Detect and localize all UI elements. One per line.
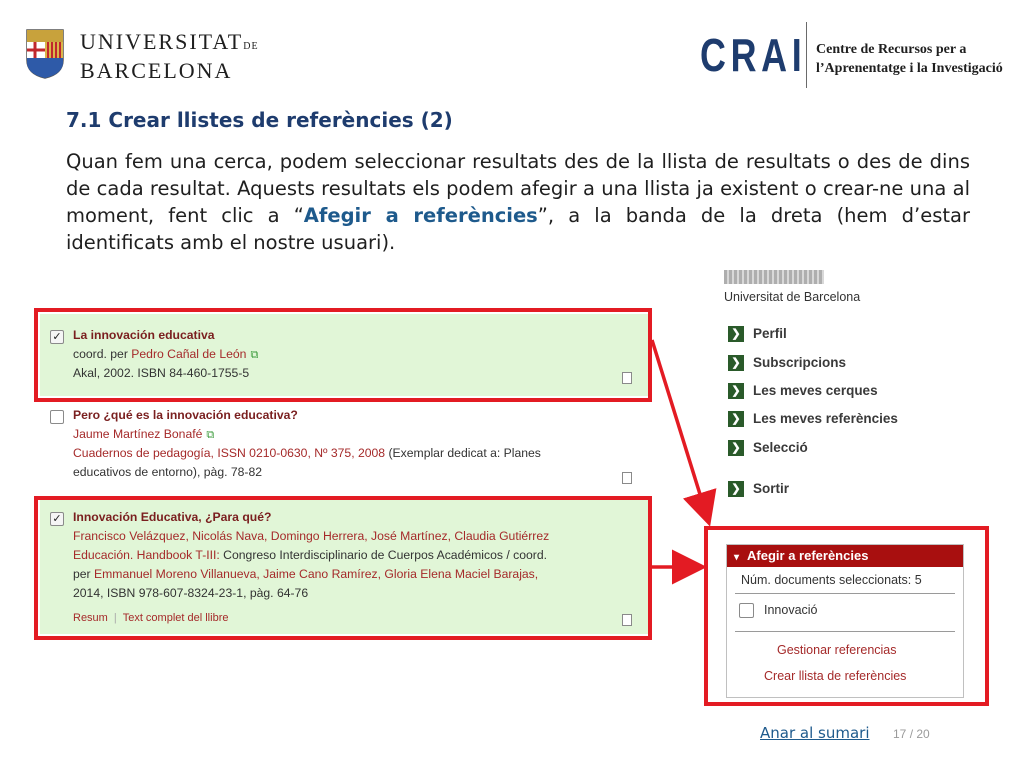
user-name-redacted	[724, 270, 824, 284]
intro-text-end: ”, a la banda de la dreta (hem d’estar identificats amb el nostre usuari).	[66, 204, 970, 254]
arrow-to-widget-1	[652, 340, 708, 520]
related-link-icon[interactable]: ⧉	[250, 349, 259, 361]
menu-item-label: Selecció	[753, 440, 808, 455]
menu-item-selection[interactable]	[728, 440, 808, 458]
chevron-right-icon: ❯	[728, 440, 744, 456]
university-name-de: DE	[243, 41, 259, 52]
result-publication-detail: (Exemplar dedicat a: Planes	[385, 446, 541, 460]
result-author-link[interactable]: Francisco Velázquez, Nicolás Nava, Domingo Herrera, José Martínez, Claudia Gutiérrez	[73, 529, 550, 543]
result-title-2[interactable]: Pero ¿qué es la innovación educativa?	[73, 408, 298, 422]
add-to-references-widget	[726, 544, 964, 698]
result-author-link[interactable]: Jaume Martínez Bonafé	[73, 427, 203, 441]
abstract-link[interactable]: Resum	[73, 612, 108, 624]
result-checkbox-3[interactable]: ✓	[50, 512, 64, 526]
chevron-right-icon: ❯	[728, 411, 744, 427]
result-publication-detail: Congreso Interdisciplinario de Cuerpos Académicos / coord.	[219, 548, 547, 562]
result-isbn-3: 2014, ISBN 978-607-8324-23-1, pàg. 64-76	[73, 586, 309, 600]
list-checkbox-innovacio[interactable]	[739, 603, 754, 618]
crai-subtitle-line1: Centre de Recursos per a	[816, 42, 967, 57]
divider	[735, 631, 955, 632]
result-publication-1: Akal, 2002. ISBN 84-460-1755-5	[73, 366, 250, 380]
chevron-right-icon: ❯	[728, 355, 744, 371]
university-name-line2: BARCELONA	[80, 58, 233, 83]
crai-subtitle-line2: l’Aprenentatge i la Investigació	[816, 61, 1003, 76]
selected-documents-count: Núm. documents seleccionats: 5	[741, 573, 922, 587]
add-to-references-header[interactable]	[727, 545, 963, 567]
result-book-link[interactable]: Educación. Handbook T-III:	[73, 548, 220, 562]
university-name-line1: UNIVERSITAT	[80, 29, 244, 54]
menu-item-my-searches[interactable]	[728, 383, 878, 401]
result-journal-link[interactable]: Cuadernos de pedagogía, ISSN 0210-0630, Nº 375, 2008	[73, 446, 386, 460]
slide-title: 7.1 Crear llistes de referències (2)	[66, 108, 453, 132]
add-to-references-title: Afegir a referències	[747, 548, 869, 563]
create-reference-list-link[interactable]: Crear llista de referències	[764, 669, 907, 683]
full-text-link[interactable]: Text complet del llibre	[122, 612, 229, 624]
menu-item-logout[interactable]	[728, 481, 789, 499]
result-publication-2-cont: educativos de entorno), pàg. 78-82	[73, 465, 263, 479]
caret-down-icon: ▾	[734, 552, 740, 563]
result-title-1[interactable]: La innovación educativa	[73, 328, 215, 342]
result-title-3[interactable]: Innovación Educativa, ¿Para qué?	[73, 510, 272, 524]
menu-item-label: Les meves cerques	[753, 383, 878, 398]
manage-references-link[interactable]: Gestionar referencias	[777, 643, 897, 657]
menu-item-subscriptions[interactable]	[728, 355, 846, 373]
menu-item-label: Perfil	[753, 326, 787, 341]
action-separator: |	[113, 612, 117, 624]
result-author-link[interactable]: Pedro Cañal de León	[131, 347, 247, 361]
menu-item-my-references[interactable]	[728, 411, 898, 429]
page-current: 17	[893, 727, 907, 741]
page-total: / 20	[909, 727, 930, 741]
go-to-summary-link[interactable]: Anar al sumari	[760, 724, 870, 742]
result-author-prefix: coord. per	[73, 347, 132, 361]
list-name-innovacio[interactable]: Innovació	[764, 603, 818, 617]
intro-highlight-add-references: Afegir a referències	[303, 204, 538, 227]
related-link-icon[interactable]: ⧉	[206, 429, 215, 441]
chevron-right-icon: ❯	[728, 326, 744, 342]
chevron-right-icon: ❯	[728, 481, 744, 497]
result-checkbox-1[interactable]: ✓	[50, 330, 64, 344]
result-editors-prefix: per	[73, 567, 95, 581]
user-university: Universitat de Barcelona	[724, 290, 861, 304]
page-number	[893, 727, 930, 741]
crai-logo: CRAI	[700, 29, 807, 81]
menu-item-label: Sortir	[753, 481, 790, 496]
result-editors-link[interactable]: Emmanuel Moreno Villanueva, Jaime Cano Ramírez, Gloria Elena Maciel Barajas,	[94, 567, 539, 581]
divider	[735, 593, 955, 594]
menu-item-profile[interactable]	[728, 326, 787, 344]
chevron-right-icon: ❯	[728, 383, 744, 399]
menu-item-label: Subscripcions	[753, 355, 847, 370]
menu-item-label: Les meves referències	[753, 411, 898, 426]
intro-text-start: Quan fem una cerca, podem seleccionar resultats des de la llista de resultats o des de dins de cada resultat. Aquests resultats els podem afegir a una llista ja existent o crear-ne una al moment, fent clic a “	[66, 150, 970, 227]
